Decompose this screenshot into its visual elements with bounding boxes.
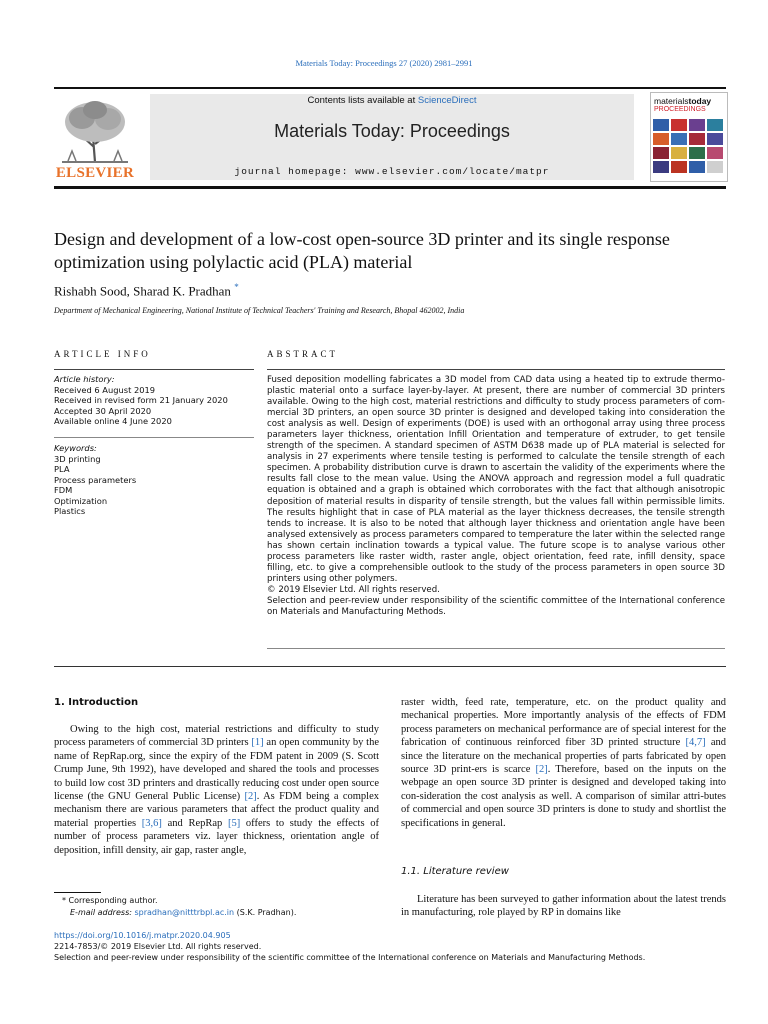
citation-link[interactable]: [5] bbox=[227, 817, 241, 829]
right-text-3: . Therefore, based on the inputs on the webpage an open source 3D printer is designed and developed taking into con-sideration the cost analysis as well. A comparison of similar attri-butes of commercial and open source 3D printers is done to study and shortlist the specifications in general. bbox=[401, 764, 726, 829]
abstract-rule bbox=[267, 369, 725, 370]
elsevier-wordmark: ELSEVIER bbox=[55, 165, 135, 181]
journal-cover-image bbox=[650, 92, 728, 182]
journal-homepage[interactable]: journal homepage: www.elsevier.com/locate/matpr bbox=[234, 166, 550, 177]
history-accepted: Accepted 30 April 2020 bbox=[54, 405, 152, 416]
intro-text-5: offers to study the effects of number of process parameters viz. layer thickness, orientation angle of deposition, infill density, air gap, raster angle, bbox=[54, 817, 379, 856]
intro-text-1: Owing to the high cost, material restrictions and difficulty to study process parameters of commercial 3D printers bbox=[54, 724, 379, 749]
right-text-1: raster width, feed rate, temperature, etc. on the product quality and mechanical properties. More importantly analysis of the effects of FDM process parameters on mechanical performance are of special interest for the fabrication of continuous reinforced fiber 3D printed structure bbox=[401, 697, 726, 749]
contents-available bbox=[150, 95, 634, 106]
intro-text-4: and RepRap bbox=[161, 817, 228, 829]
article-info-rule bbox=[54, 369, 254, 370]
article-authors bbox=[54, 282, 239, 299]
intro-paragraph bbox=[54, 723, 379, 857]
subsection-heading-literature-review: 1.1. Literature review bbox=[401, 866, 509, 877]
keyword-item: 3D printing bbox=[54, 453, 101, 464]
keywords-label: Keywords: bbox=[54, 443, 97, 453]
issn-copyright: 2214-7853/© 2019 Elsevier Ltd. All rights reserved. bbox=[54, 942, 262, 951]
journal-title: Materials Today: Proceedings bbox=[274, 121, 510, 141]
literature-review-paragraph bbox=[401, 893, 726, 920]
article-history-label: Article history: bbox=[54, 374, 115, 384]
email-suffix: (S.K. Pradhan). bbox=[234, 908, 297, 917]
doi-link[interactable]: https://doi.org/10.1016/j.matpr.2020.04.905 bbox=[54, 931, 231, 940]
body-top-rule bbox=[54, 666, 726, 667]
author-names: Rishabh Sood, Sharad K. Pradhan bbox=[54, 283, 231, 299]
cover-mosaic bbox=[653, 119, 725, 177]
intro-text-2: an open community by the name of RepRap.org, since the expiry of the FDM patent in 2009 (S. Scott Crump June, 9th 1992), have developed and shared the tools and processes to build low cost 3D printers and drastically reducing cost under open source license (the GNU General Public License) bbox=[54, 737, 379, 803]
footnote-email bbox=[70, 908, 296, 917]
cover-title-today: today bbox=[688, 96, 712, 106]
keyword-item: Process parameters bbox=[54, 474, 137, 485]
right-text-2: and since the literature on the mechanical properties of parts fabricated by open source 3D print-ers is scarce bbox=[401, 737, 726, 776]
article-history bbox=[54, 374, 254, 427]
author-affiliation: Department of Mechanical Engineering, National Institute of Technical Teachers' Training and Research, Bhopal 462002, India bbox=[54, 306, 465, 315]
contents-prefix: Contents lists available at bbox=[307, 95, 418, 106]
keyword-item: Optimization bbox=[54, 495, 108, 506]
footnote-rule bbox=[54, 892, 101, 893]
footnote-corresponding-author: * Corresponding author. bbox=[62, 896, 158, 905]
email-label: E-mail address: bbox=[70, 908, 135, 917]
footer-selection-note: Selection and peer-review under responsibility of the scientific committee of the International conference on Materials and Manufacturing Methods. bbox=[54, 953, 646, 962]
abstract-heading: ABSTRACT bbox=[267, 349, 339, 359]
literature-review-text: Literature has been surveyed to gather information about the latest trends in manufacturing, role played by RP in domains like bbox=[401, 894, 726, 919]
article-info-heading: ARTICLE INFO bbox=[54, 349, 151, 359]
corresponding-author-mark[interactable]: * bbox=[234, 282, 239, 292]
history-online: Available online 4 June 2020 bbox=[54, 416, 172, 426]
abstract-selection: Selection and peer-review under responsibility of the scientific committee of the International conference on Materials and Manufacturing Methods. bbox=[267, 595, 725, 617]
cover-subtitle: PROCEEDINGS bbox=[654, 106, 706, 113]
keyword-item: FDM bbox=[54, 485, 73, 495]
abstract-body: Fused deposition modelling fabricates a 3D model from CAD data using a heated tip to extrude thermo-plastic material onto a surface layer-by-layer. At present, there are number of commercial 3D printers available. Owing to the high cost, material restrictions and difficulty to study process parameters of com-mercial 3D printers, an open source 3D printer is designed and developed taking into consideration the cost analysis as well. Design of experiments (DOE) is used with an orthogonal array using three process parameters layer thickness, orientation Infill Orientation and temperature of extruder, to get tensile strength of the specimen. A standard specimen of ASTM D638 made up of PLA material is selected for analysis in 27 experiments where tensile testing is performed to calculate the tensile strength of each specimen. A probability distribution curve is drawn to ascertain the validity of the experiments where the results fall close to the mean value. Using the ANOVA approach and regression model a full quadratic equation is obtained and a graph is obtained which corroborates with the fact that although anisotropic deposition of material results in disparity of tensile strength, but the values fall within permissible limits. The results highlight that in case of PLA material as the layer thickness decreases, the tensile strength tends to increase. It is also to be noted that although layer thickness and orientation angle have been analysed extensively as process parameters compared to temperature the later within the selected range has shown certain inclination towards a typical value. The future scope is to analyse various other process parameters like raster width, raster angle, object orientation, feed rate, infill density, space filling, etc. to give a comprehensible outlook to the study of the process parameters in open source 3D printers using other polymers. bbox=[267, 375, 725, 584]
header-bottom-rule bbox=[54, 186, 726, 189]
journal-reference[interactable]: Materials Today: Proceedings 27 (2020) 2981–2991 bbox=[295, 58, 473, 68]
citation-link[interactable]: [2] bbox=[535, 764, 548, 776]
intro-continuation-paragraph bbox=[401, 696, 726, 830]
cover-title-materials: materials bbox=[654, 96, 689, 106]
sciencedirect-link[interactable]: ScienceDirect bbox=[417, 95, 477, 106]
citation-link[interactable]: [1] bbox=[251, 737, 264, 749]
keyword-item: Plastics bbox=[54, 506, 86, 516]
history-received: Received 6 August 2019 bbox=[54, 384, 156, 395]
email-link[interactable]: spradhan@nitttrbpl.ac.in bbox=[134, 908, 235, 917]
article-info-divider bbox=[54, 437, 254, 438]
section-heading-introduction: 1. Introduction bbox=[54, 697, 139, 708]
abstract-bottom-rule bbox=[267, 648, 725, 649]
keywords-block bbox=[54, 443, 254, 517]
abstract-text bbox=[267, 375, 725, 618]
header-top-rule bbox=[54, 87, 726, 89]
history-revised: Received in revised form 21 January 2020 bbox=[54, 395, 228, 405]
intro-text-3: . As FDM being a complex mechanism there are various parameters that affect the product quality and material properties bbox=[54, 791, 379, 829]
citation-link[interactable]: [2] bbox=[244, 791, 257, 803]
citation-link[interactable]: [4,7] bbox=[685, 737, 706, 749]
abstract-copyright: © 2019 Elsevier Ltd. All rights reserved. bbox=[267, 584, 440, 595]
keyword-item: PLA bbox=[54, 464, 70, 474]
article-title: Design and development of a low-cost open-source 3D printer and its single response optimization using polylactic acid (PLA) material bbox=[54, 229, 670, 272]
citation-link[interactable]: [3,6] bbox=[141, 817, 162, 829]
